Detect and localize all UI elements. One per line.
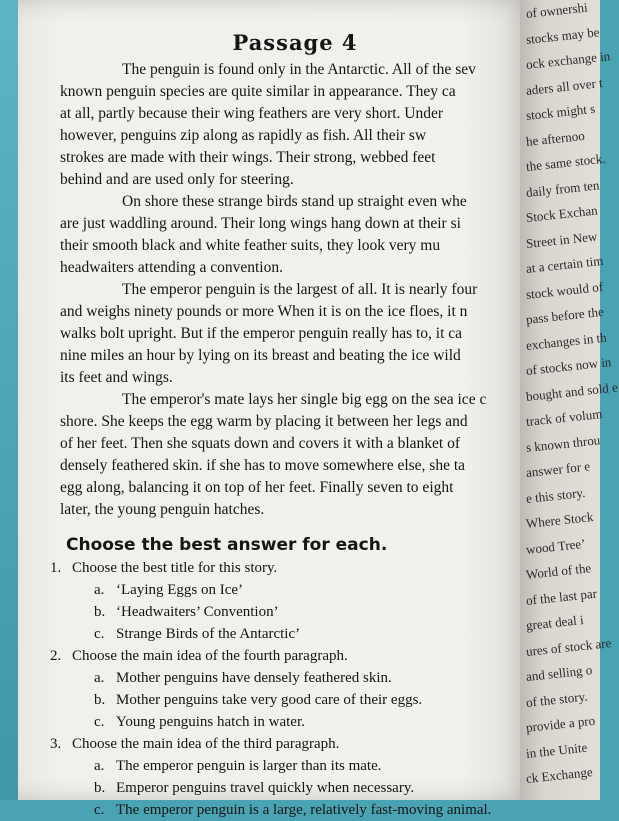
passage-paragraph — [60, 389, 530, 521]
question — [50, 557, 530, 579]
facing-page-line: he afternoo — [525, 127, 586, 149]
option-letter: c. — [94, 802, 105, 818]
option-text: Young penguins hatch in water. — [116, 714, 305, 730]
option-text: Strange Birds of the Antarctic’ — [116, 626, 301, 642]
paragraph-line: its feet and wings. — [60, 369, 173, 386]
facing-page-line: of ownershi — [525, 0, 589, 21]
paragraph-line: and weighs ninety pounds or more When it is on the ice floes, it n — [60, 303, 468, 320]
facing-page-line: stock might s — [525, 100, 596, 123]
paragraph-line: The emperor's mate lays her single big egg on the sea ice c — [122, 391, 487, 408]
question-text: Choose the main idea of the third paragraph. — [72, 736, 340, 752]
paragraph-line: later, the young penguin hatches. — [60, 501, 265, 518]
option-letter: c. — [94, 626, 105, 642]
paragraph-line: The emperor penguin is the largest of all. It is nearly four — [122, 281, 478, 298]
option-text: Mother penguins have densely feathered skin. — [116, 670, 392, 686]
facing-page-line: in the Unite — [525, 739, 588, 761]
paragraph-line: headwaiters attending a convention. — [60, 259, 283, 276]
paragraph-line: egg along, balancing it on top of her feet. Finally seven to eight — [60, 479, 454, 496]
option-letter: b. — [94, 780, 106, 796]
answer-option — [94, 711, 530, 733]
question-list — [50, 557, 530, 821]
question-number: 2. — [50, 648, 62, 664]
paragraph-line: The penguin is found only in the Antarctic. All of the sev — [122, 61, 476, 78]
option-letter: c. — [94, 714, 105, 730]
facing-page-line: pass before the — [525, 303, 605, 327]
facing-page-line: ock exchange in — [525, 48, 611, 72]
facing-page-line: of the story. — [525, 688, 589, 710]
paragraph-line: are just waddling around. Their long wings hang down at their si — [60, 215, 461, 232]
facing-page-line: daily from ten — [525, 176, 601, 200]
facing-page-line: and selling o — [525, 662, 593, 684]
facing-page-line: bought and sold e — [525, 378, 619, 404]
answer-option — [94, 667, 530, 689]
passage-paragraph — [60, 59, 530, 191]
answer-option — [94, 799, 530, 821]
paragraph-line: On shore these strange birds stand up straight even whe — [122, 193, 467, 210]
facing-page-line: exchanges in th — [525, 329, 608, 353]
option-letter: b. — [94, 692, 106, 708]
question — [50, 645, 530, 667]
question-text: Choose the main idea of the fourth paragraph. — [72, 648, 348, 664]
option-text: ‘Laying Eggs on Ice’ — [116, 582, 244, 598]
questions-heading: Choose the best answer for each. — [66, 535, 388, 555]
paragraph-line: their smooth black and white feather suits, they look very mu — [60, 237, 441, 254]
paragraph-line: shore. She keeps the egg warm by placing it between her legs and — [60, 413, 468, 430]
paragraph-line: however, penguins zip along as rapidly as fish. All their sw — [60, 127, 427, 144]
facing-page-line: World of the — [525, 560, 592, 582]
paragraph-line: behind and are used only for steering. — [60, 171, 294, 188]
option-text: The emperor penguin is a large, relatively fast-moving animal. — [116, 802, 492, 818]
answer-option — [94, 755, 530, 777]
facing-page-line: e this story. — [525, 484, 586, 506]
facing-page-line: the same stock. — [525, 150, 607, 174]
question-number: 1. — [50, 560, 62, 576]
option-text: Emperor penguins travel quickly when necessary. — [116, 780, 415, 796]
paragraph-line: densely feathered skin. if she has to move somewhere else, she ta — [60, 457, 466, 474]
facing-page-line: great deal i — [525, 612, 585, 633]
facing-page-line: Where Stock — [525, 508, 594, 531]
facing-page-line: aders all over t — [525, 74, 604, 98]
paragraph-line: nine miles an hour by lying on its breast and beating the ice wild — [60, 347, 461, 364]
facing-page-line: of the last par — [525, 585, 598, 608]
option-letter: b. — [94, 604, 106, 620]
paragraph-line: walks bolt upright. But if the emperor penguin really has to, it ca — [60, 325, 463, 342]
page-content — [50, 30, 530, 821]
passage-paragraph — [60, 279, 530, 389]
facing-page-line: stocks may be — [525, 23, 601, 47]
facing-page-line: track of volum — [525, 406, 603, 429]
facing-page-line: at a certain tim — [525, 252, 605, 276]
paragraph-line: of her feet. Then she squats down and covers it with a blanket of — [60, 435, 461, 452]
facing-page-line: Stock Exchan — [525, 202, 599, 225]
paragraph-line: strokes are made with their wings. Their strong, webbed feet — [60, 149, 436, 166]
option-text: Mother penguins take very good care of their eggs. — [116, 692, 423, 708]
passage-body — [60, 59, 530, 521]
passage-title: Passage 4 — [232, 30, 358, 55]
answer-option — [94, 689, 530, 711]
question-text: Choose the best title for this story. — [72, 560, 278, 576]
answer-option — [94, 601, 530, 623]
facing-page-line: ck Exchange — [525, 764, 594, 786]
option-text: The emperor penguin is larger than its mate. — [116, 758, 382, 774]
facing-page-line: s known throu — [525, 431, 601, 455]
facing-page-line: wood Tree’ — [525, 535, 587, 557]
facing-page — [520, 0, 619, 800]
facing-page-line: of stocks now in — [525, 354, 612, 378]
passage-paragraph — [60, 191, 530, 279]
option-letter: a. — [94, 758, 105, 774]
facing-page-line: stock would of — [525, 278, 604, 302]
answer-option — [94, 579, 530, 601]
facing-page-line: ures of stock are — [525, 634, 612, 659]
question-number: 3. — [50, 736, 62, 752]
paragraph-line: at all, partly because their wing feathers are very short. Under — [60, 105, 444, 122]
answer-option — [94, 623, 530, 645]
option-letter: a. — [94, 670, 105, 686]
facing-page-line: provide a pro — [525, 712, 596, 735]
option-letter: a. — [94, 582, 105, 598]
facing-page-line: Street in New — [525, 228, 598, 251]
answer-option — [94, 777, 530, 799]
facing-page-line: answer for e — [525, 458, 591, 480]
question — [50, 733, 530, 755]
paragraph-line: known penguin species are quite similar in appearance. They ca — [60, 83, 456, 100]
option-text: ‘Headwaiters’ Convention’ — [116, 604, 279, 620]
